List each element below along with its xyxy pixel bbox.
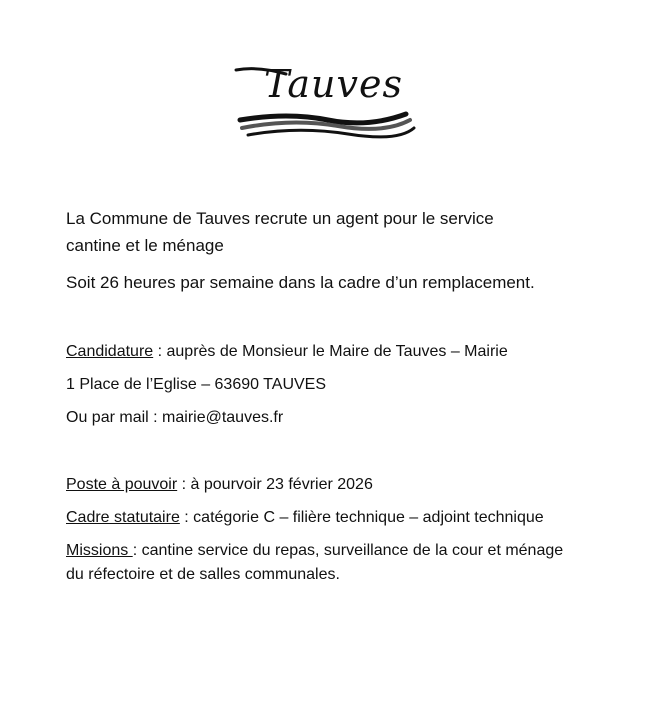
cadre-text: : catégorie C – filière technique – adjoint technique [179, 509, 544, 526]
candidature-text: : auprès de Monsieur le Maire de Tauves – Mairie [153, 343, 508, 360]
intro-line-2: cantine et le ménage [66, 236, 224, 255]
missions-label: Missions [66, 542, 133, 559]
candidature-address: 1 Place de l’Eglise – 63690 TAUVES [66, 376, 327, 393]
poste-text: : à pourvoir 23 février 2026 [177, 476, 373, 493]
candidature-label: Candidature [66, 343, 154, 360]
poste-label: Poste à pouvoir [66, 476, 178, 493]
logo-wordmark: Tauves [264, 62, 403, 106]
tauves-logo [228, 58, 418, 144]
candidature-mail: Ou par mail : mairie@tauves.fr [66, 409, 284, 426]
cadre-label: Cadre statutaire [66, 509, 180, 526]
missions-line [66, 541, 563, 561]
poste-line [66, 475, 373, 495]
missions-line-2: du réfectoire et de salles communales. [66, 566, 340, 583]
missions-text: : cantine service du repas, surveillance de la cour et ménage [132, 542, 564, 559]
intro-line-1: La Commune de Tauves recrute un agent pour le service [66, 209, 494, 228]
candidature-line [66, 342, 508, 362]
intro-line-3: Soit 26 heures par semaine dans la cadre d’un remplacement. [66, 273, 535, 292]
cadre-line [66, 508, 544, 528]
